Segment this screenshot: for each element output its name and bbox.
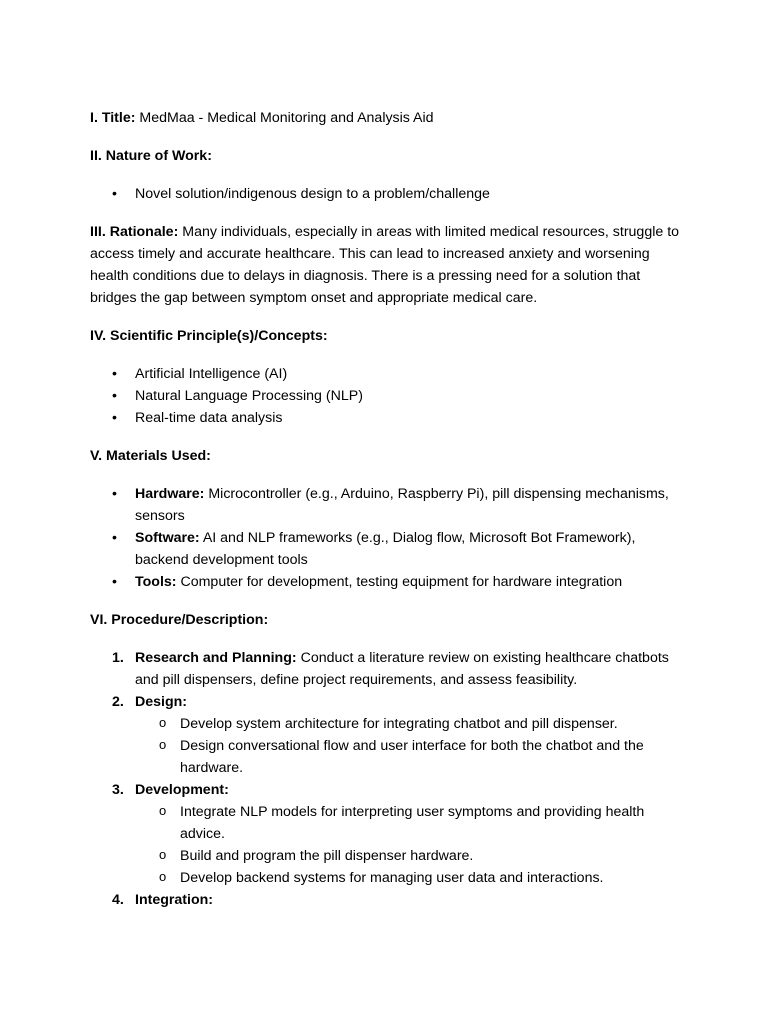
sub-item: o Develop backend systems for managing user data and interactions. bbox=[135, 867, 680, 889]
rationale-label: III. Rationale: bbox=[90, 224, 179, 240]
title-value: MedMaa - Medical Monitoring and Analysis Aid bbox=[139, 110, 434, 126]
materials-heading: V. Materials Used: bbox=[90, 448, 211, 464]
sub-list bbox=[135, 713, 680, 779]
material-label: Tools: bbox=[135, 574, 177, 590]
material-text: Computer for development, testing equipment for hardware integration bbox=[180, 574, 623, 590]
step-label: Design: bbox=[135, 694, 188, 710]
material-label: Software: bbox=[135, 530, 200, 546]
sub-item: o Integrate NLP models for interpreting user symptoms and providing health advice. bbox=[135, 801, 680, 845]
step-number: 4. bbox=[112, 892, 124, 908]
list-item: • Novel solution/indigenous design to a problem/challenge bbox=[90, 183, 680, 205]
step-number: 2. bbox=[112, 694, 124, 710]
procedure-step bbox=[90, 647, 680, 691]
title-label: I. Title: bbox=[90, 110, 136, 126]
nature-heading: II. Nature of Work: bbox=[90, 148, 212, 164]
nature-list bbox=[90, 183, 680, 205]
rationale-text: Many individuals, especially in areas with limited medical resources, struggle to access timely and accurate healthcare. This can lead to increased anxiety and worsening health conditions due to delays in diagnosis. There is a pressing need for a solution that bridges the gap between symptom onset and appropriate medical care. bbox=[90, 224, 680, 306]
step-label: Development: bbox=[135, 782, 229, 798]
principles-heading: IV. Scientific Principle(s)/Concepts: bbox=[90, 328, 328, 344]
title-line bbox=[90, 107, 680, 129]
step-text: Conduct a literature review on existing healthcare chatbots and pill dispensers, define project requirements, and assess feasibility. bbox=[135, 650, 669, 688]
list-item bbox=[90, 571, 680, 593]
step-label: Research and Planning: bbox=[135, 650, 297, 666]
procedure-step bbox=[90, 691, 680, 779]
sub-item: o Build and program the pill dispenser hardware. bbox=[135, 845, 680, 867]
procedure-list bbox=[90, 647, 680, 911]
material-label: Hardware: bbox=[135, 486, 205, 502]
material-text: AI and NLP frameworks (e.g., Dialog flow, Microsoft Bot Framework), backend development tools bbox=[135, 530, 636, 568]
material-text: Microcontroller (e.g., Arduino, Raspberry Pi), pill dispensing mechanisms, sensors bbox=[135, 486, 669, 524]
step-number: 1. bbox=[112, 650, 124, 666]
sub-item: o Design conversational flow and user interface for both the chatbot and the hardware. bbox=[135, 735, 680, 779]
document-page bbox=[90, 107, 680, 911]
list-item: • Artificial Intelligence (AI) bbox=[90, 363, 680, 385]
list-item: • Natural Language Processing (NLP) bbox=[90, 385, 680, 407]
principles-list bbox=[90, 363, 680, 429]
procedure-step bbox=[90, 779, 680, 889]
sub-item: o Develop system architecture for integrating chatbot and pill dispenser. bbox=[135, 713, 680, 735]
procedure-heading: VI. Procedure/Description: bbox=[90, 612, 269, 628]
step-number: 3. bbox=[112, 782, 124, 798]
list-item: • Real-time data analysis bbox=[90, 407, 680, 429]
list-item bbox=[90, 483, 680, 527]
materials-list bbox=[90, 483, 680, 593]
step-label: Integration: bbox=[135, 892, 214, 908]
rationale-paragraph bbox=[90, 221, 680, 309]
procedure-step bbox=[90, 889, 680, 911]
sub-list bbox=[135, 801, 680, 889]
list-item bbox=[90, 527, 680, 571]
